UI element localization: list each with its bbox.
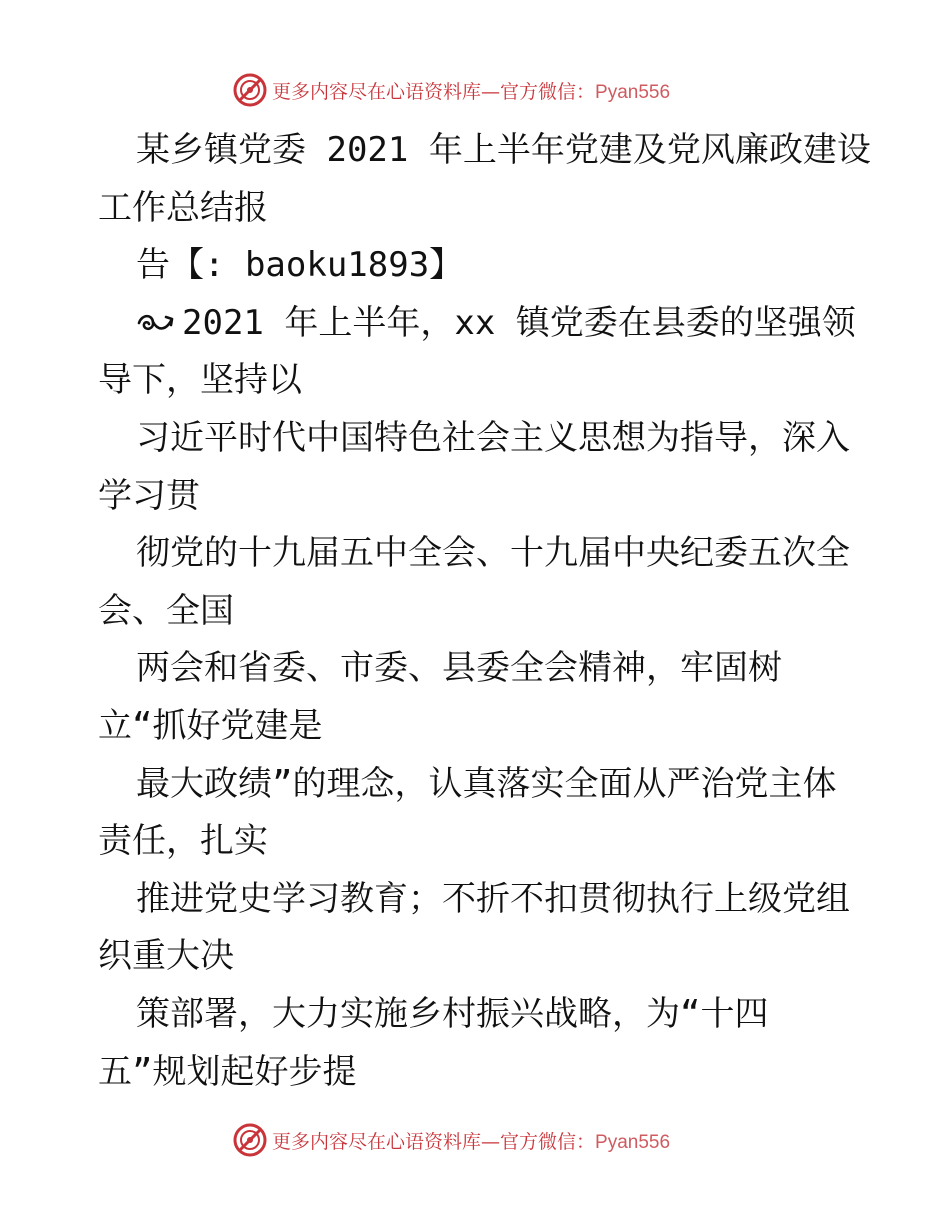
paragraph-line-7: 两会和省委、市委、县委全会精神，牢固树 — [136, 648, 782, 689]
wechat-id: Pyan556 — [595, 1131, 671, 1153]
title-line-2: 工作总结报 — [98, 187, 268, 228]
paragraph-text: 2021 年上半年，xx 镇党委在县委的坚强领 — [182, 302, 856, 343]
document-body — [98, 122, 871, 1101]
paragraph-line-3: 习近平时代中国特色社会主义思想为指导，深入 — [136, 417, 850, 458]
header-banner[interactable] — [232, 70, 732, 110]
banner-text: 更多内容尽在心语资料库—官方微信：Pyan556 — [272, 1130, 671, 1153]
banner-text: 更多内容尽在心语资料库—官方微信：Pyan556 — [272, 80, 671, 103]
paragraph-line-4: 学习贯 — [98, 475, 200, 516]
paragraph-line-1 — [98, 295, 858, 353]
paragraph-line-10: 责任，扎实 — [98, 821, 268, 862]
paragraph-line-11: 推进党史学习教育；不折不扣贯彻执行上级党组 — [136, 878, 850, 919]
paragraph-line-12: 织重大决 — [98, 936, 234, 977]
title-line-1: 某乡镇党委 2021 年上半年党建及党风廉政建设 — [136, 130, 871, 170]
wechat-id: Pyan556 — [595, 81, 671, 103]
seal-logo-icon — [232, 1122, 268, 1158]
swirl-ornament-icon — [136, 309, 176, 339]
paragraph-line-2: 导下，坚持以 — [98, 360, 302, 401]
paragraph-line-5: 彻党的十九届五中全会、十九届中央纪委五次全 — [136, 533, 850, 574]
title-line-3: 告【: baoku1893】 — [136, 245, 464, 286]
seal-logo-icon — [232, 72, 268, 108]
paragraph-line-8: 立“抓好党建是 — [98, 705, 323, 746]
paragraph-line-9: 最大政绩”的理念，认真落实全面从严治党主体 — [136, 763, 837, 804]
paragraph-line-6: 会、全国 — [98, 590, 234, 631]
footer-banner[interactable] — [232, 1120, 732, 1160]
paragraph-line-13: 策部署，大力实施乡村振兴战略，为“十四 — [136, 993, 769, 1034]
paragraph-line-14: 五”规划起好步提 — [98, 1051, 357, 1092]
